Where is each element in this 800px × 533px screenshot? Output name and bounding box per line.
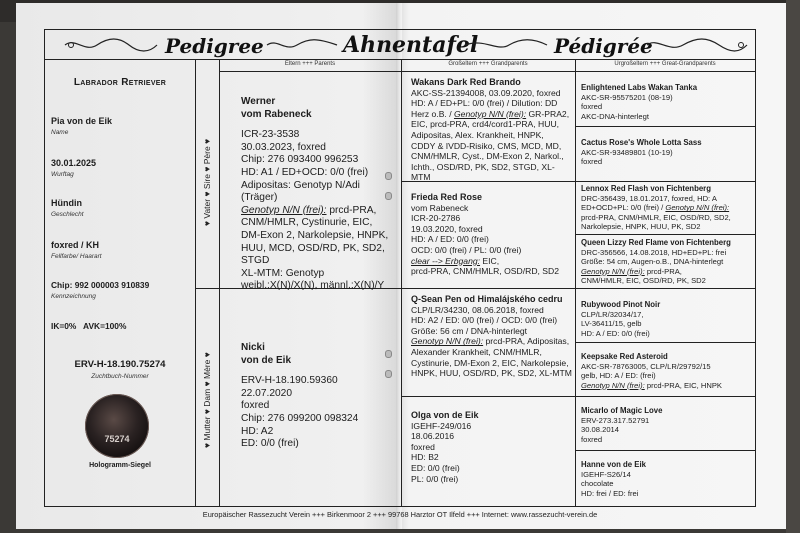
gp-ds-name: Q-Sean Pen od Himalájského cedru [411,294,563,304]
ggp-line: LV-36411/15, gelb [581,319,642,329]
gp-ss-line: Adipositas, Alex. Krankheit, HNPK, [411,129,544,140]
ggp-divider-7 [575,450,755,451]
gp-dd-line: PL: 0/0 (frei) [411,473,459,484]
gp-ss-line: Ichth., OSD/RD, PK, SD2, STGD, XL-MTM [411,161,555,183]
gp-dd-line: foxred [411,441,435,452]
dam-side-label: ♥ Mutter ♥ Dam ♥ Mère ♥ [202,352,212,448]
ggp-name: Keepsake Red Asteroid [581,352,668,361]
gp-ss-pre: Herz o.B. / [411,108,454,119]
grandparent-divider-bottom [401,396,755,397]
ggp-line: foxred [581,157,603,167]
dam-line: ED: 0/0 (frei) [241,438,299,450]
title-french: Pédigrée [554,34,653,58]
column-header-grandparents: Großeltern +++ Grandparents [448,61,528,67]
studbook-number: ERV-H-18.190.75274 [74,359,166,370]
ggp-line: AKC-SR-95575201 (08-19) [581,92,673,102]
ggp-name: Lennox Red Flash von Fichtenberg [581,184,711,193]
column-header-parents: Eltern +++ Parents [284,61,336,67]
sire-line: XL-MTM: Genotyp [241,267,325,279]
dam-line: Chip: 276 099200 098324 [241,412,359,424]
gp-ss-line: CDDY & IVDD-Risiko, CMS, MCD, MD, [411,140,562,151]
gp-sd-line: ICR-20-2786 [411,213,461,224]
ggp-line: foxred [581,102,603,112]
dam-cell [241,342,399,451]
ggp-divider-5 [575,342,755,343]
gp-dd-line: 18.06.2016 [411,431,455,442]
gp-ss-post: GR-PRA2, [526,108,570,119]
gp-ds-line: CLP/LR/34230, 08.06.2018, foxred [411,304,544,315]
gp-sd-clear-rest: EIC, [480,255,500,266]
ggp-line: Größe: 54 cm, Augen-o.B., DNA-hinterlegt [581,257,724,267]
dam-kennel: von de Eik [241,354,292,366]
sex: Hündin [51,198,82,208]
sire-line: 30.03.2023, foxred [241,141,326,153]
ggp-name: Cactus Rose's Whole Lotta Sass [581,138,702,147]
pedigree-frame [44,29,756,507]
sire-line: CNM/HMLR, Cystinurie, EIC, [241,217,373,229]
gp-sd-clear: clear --> Erbgang: [411,255,481,266]
gp-ss-line: CNM/HMLR, Cyst., DM-Exon 2, Narkol., [411,151,564,162]
ggp-line: foxred [581,434,603,444]
sire-name: Werner [241,96,276,107]
ggp-line: ERV-273.317.52791 [581,415,650,425]
coat-color-label: Fellfarbe/ Haarart [51,253,102,260]
footer-address: Europäischer Rassezucht Verein +++ Birkenmoor 2 +++ 99768 Harztor OT Ilfeld +++ Internet: www.rassezucht-verein.de [202,510,598,519]
ggp-genotype: Genotyp N/N (frei): [665,203,730,213]
ggp-cell-5 [581,300,753,338]
ggp-divider-1 [575,126,755,127]
birth-date: 30.01.2025 [51,158,97,168]
gp-sd-line: HD: A / ED: 0/0 (frei) [411,234,489,245]
gp-dd-name: Olga von de Eik [411,410,479,420]
gp-ds-genotype: Genotyp N/N (frei): [411,336,484,347]
sire-line: weibl.:X(N)/X(N), männl.:X(N)/Y [241,280,385,292]
ggp-line: IGEHF-S26/14 [581,469,631,479]
binding-ring [385,172,392,180]
grandsire-paternal-cell [411,77,573,183]
gp-sd-line: OCD: 0/0 (frei) / PL: 0/0 (frei) [411,244,522,255]
title-german: Ahnentafel [343,32,479,58]
gp-ss-line: HD: A / ED+PL: 0/0 (frei) / Dilution: DD [411,98,558,109]
flourish-right-icon [645,36,749,54]
flourish-center-right-icon [463,36,549,54]
gp-ss-genotype: Genotyp N/N (frei): [453,108,527,119]
granddam-maternal-cell [411,410,573,484]
ggp-name: Queen Lizzy Red Flame von Fichtenberg [581,238,731,247]
ggp-genotype: Genotyp N/N (frei): [581,380,645,390]
sire-line: DM-Exon 2, Narkolepsie, HNPK, [241,229,389,241]
ggp-name: Rubywood Pinot Noir [581,300,661,309]
hologram-label: Hologramm-Siegel [89,462,151,469]
grandsire-maternal-cell [411,294,573,379]
chip-label: Kennzeichnung [51,293,96,300]
ggp-line: HD: A / ED: 0/0 (frei) [581,328,650,338]
binding-ring [385,350,392,358]
gp-dd-line: HD: B2 [411,452,439,463]
dam-name: Nicki [241,342,265,353]
studbook-label: Zuchtbuch-Nummer [91,373,149,380]
ggp-cell-3 [581,184,753,232]
divider-left-column [195,60,196,506]
ggp-genotype-rest: prcd-PRA, [644,266,682,276]
sire-cell [241,96,399,293]
gp-ss-name: Wakans Dark Red Brando [411,77,521,87]
ggp-line: AKC-SR-93489801 (10-19) [581,147,673,157]
ggp-line: 30.08.2014 [581,425,620,435]
sire-line: HD: A1 / ED+OCD: 0/0 (frei) [241,166,369,178]
sire-line: Adipositas: Genotyp N/Adi (Träger) [241,179,360,204]
sire-genotype-label: Genotyp N/N (frei): [241,204,327,216]
dam-line: 22.07.2020 [241,387,292,399]
chip-number: Chip: 992 000003 910839 [51,280,150,290]
dog-name-label: Name [51,129,69,136]
ggp-name: Micarlo of Magic Love [581,406,663,415]
gp-ds-line: Alexander Krankheit, CNM/HMLR, [411,346,542,357]
ggp-name: Hanne von de Eik [581,460,646,469]
ggp-line: chocolate [581,479,614,489]
ggp-cell-8 [581,460,753,498]
gp-ds-line: HNPK, HUU, OSD/RD, PK, SD2, XL-MTM [411,368,572,379]
dam-line: HD: A2 [241,425,274,437]
sire-line: ICR-23-3538 [241,129,300,141]
dog-name: Pia von de Eik [51,116,113,126]
ggp-line: DRC-356439, 18.01.2017, foxred, HD: A [581,193,717,203]
sire-side-label: ♥ Vater ♥ Sire ♥ Père ♥ [202,138,212,226]
gp-sd-line: prcd-PRA, CNM/HMLR, OSD/RD, SD2 [411,266,560,277]
ggp-line: gelb, HD: A / ED: (frei) [581,371,656,381]
sex-label: Geschlecht [51,211,84,218]
coat-color: foxred / KH [51,240,100,250]
birth-date-label: Wurftag [51,171,74,178]
ggp-line: CLP/LR/32034/17, [581,309,644,319]
dam-line: foxred [241,400,270,412]
ggp-genotype-rest: prcd-PRA, EIC, HNPK [644,380,722,390]
gp-ds-genotype-rest: prcd-PRA, Adipositas, [483,336,570,347]
gp-ss-line: EIC, prcd-PRA, crd4/cord1-PRA, HUU, [411,119,560,130]
binding-ring [385,370,392,378]
ggp-line: prcd-PRA, CNM/HMLR, EIC, OSD/RD, SD2, [581,212,731,222]
ggp-cell-7 [581,406,753,444]
divider-parents [401,60,402,506]
ggp-line: Narkolepsie, HNPK, HUU, PK, SD2 [581,222,701,232]
gp-ds-line: Cystinurie, DM-Exon 2, EIC, Narkolepsie, [411,357,569,368]
ik-avk-values: IK=0% AVK=100% [51,321,127,331]
sire-kennel: vom Rabeneck [241,108,312,120]
breed-name: Labrador Retriever [73,77,167,88]
gp-sd-line: vom Rabeneck [411,202,469,213]
flourish-left-icon [63,36,159,54]
ggp-line: DRC-356566, 14.08.2018, HD+ED+PL: frei [581,247,727,257]
ggp-name: Enlightened Labs Wakan Tanka [581,83,698,92]
hologram-seal-icon [85,394,149,458]
ggp-line: AKC-SR-78763005, CLP/LR/29792/15 [581,361,711,371]
column-header-line [219,71,755,72]
gp-ds-line: HD: A2 / ED: 0/0 (frei) / OCD: 0/0 (frei) [411,315,558,326]
divider-side-label [219,60,220,506]
ggp-cell-4 [581,238,753,286]
binding-ring [385,192,392,200]
dam-line: ERV-H-18.190.59360 [241,375,338,387]
sire-line: HUU, MCD, OSD/RD, PK, SD2, STGD [241,242,385,267]
ggp-cell-1 [581,83,753,121]
flourish-center-left-icon [265,36,339,54]
gp-sd-name: Frieda Red Rose [411,192,483,202]
ggp-genotype: Genotyp N/N (frei): [581,266,645,276]
sire-genotype-rest: prcd-PRA, [326,204,377,216]
hologram-number: 75274 [104,434,130,444]
gp-ds-line: Größe: 56 cm / DNA-hinterlegt [411,325,528,336]
ggp-line: HD: frei / ED: frei [581,488,639,498]
background-right [786,0,800,533]
pedigree-header [45,30,755,60]
ggp-cell-2 [581,138,753,167]
gp-ss-line: AKC-SS-21394008, 03.09.2020, foxred [411,87,561,98]
ggp-line: CNM/HMLR, EIC, OSD/RD, PK, SD2 [581,276,706,286]
column-header-great-grandparents: Urgroßeltern +++ Great-Grandparents [614,61,716,67]
gp-dd-line: IGEHF-249/016 [411,420,472,431]
ggp-divider-3 [575,234,755,235]
ggp-cell-6 [581,352,753,390]
title-english: Pedigree [165,34,264,58]
ggp-line: AKC-DNA-hinterlegt [581,111,649,121]
gp-dd-line: ED: 0/0 (frei) [411,462,460,473]
granddam-paternal-cell [411,192,573,277]
sire-line: Chip: 276 093400 996253 [241,154,359,166]
gp-sd-line: 19.03.2020, foxred [411,223,483,234]
ggp-line: ED+OCD+PL: 0/0 (frei) / [581,203,666,213]
